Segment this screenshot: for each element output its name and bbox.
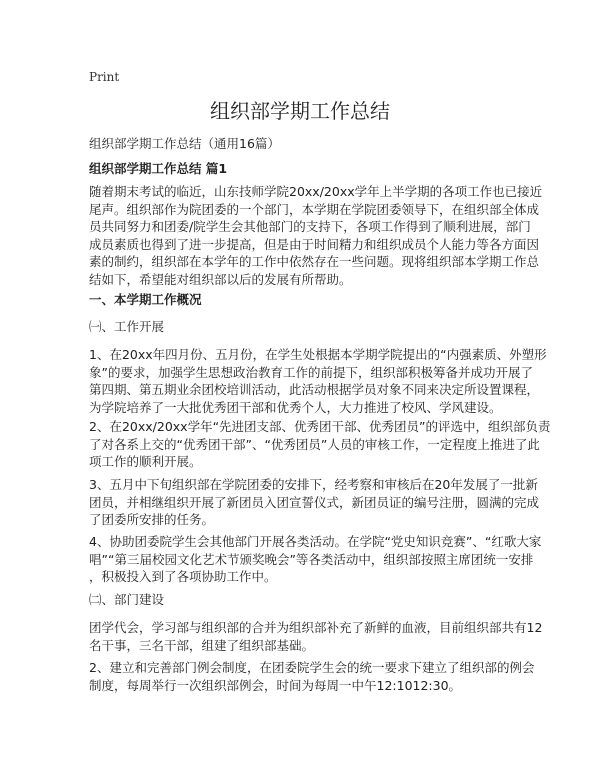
text-line: 3、五月中下旬组织部在学院团委的安排下，经考察和审核后在20年发展了一批新: [89, 477, 538, 492]
item-4-paragraph: [89, 533, 542, 586]
sub-heading-department: ㈡、部门建设: [89, 592, 165, 607]
text-line: 名干事，三名干部，组建了组织部基础。: [89, 637, 315, 653]
text-line: 象”的要求，加强学生思想政治教育工作的前提下，组织部积极筹备并成功开展了: [89, 364, 533, 380]
text-line: 结如下，希望能对组织部以后的发展有所帮助。: [89, 271, 352, 287]
dept-1-paragraph: [89, 619, 543, 654]
page-title: 组织部学期工作总结: [210, 99, 390, 123]
item-3-paragraph: [89, 476, 540, 529]
print-link[interactable]: Print: [89, 70, 120, 84]
text-line: 随着期末考试的临近，山东技师学院20xx/20xx学年上半学期的各项工作也已接近: [89, 184, 543, 199]
text-line: 了对各系上交的“优秀团干部”、“优秀团员”人员的审核工作，一定程度上推进了此: [89, 436, 540, 452]
text-line: 1、在20xx年四月份、五月份，在学生处根据本学期学院提出的“内强素质、外塑形: [89, 347, 547, 362]
text-line: 尾声。组织部作为院团委的一个部门，本学期在学院团委领导下，在组织部全体成: [89, 201, 540, 217]
dept-2-paragraph: [89, 659, 535, 694]
text-line: 项工作的顺利开展。: [89, 454, 202, 469]
text-line: ，积极投入到了各项协助工作中。: [89, 569, 277, 584]
text-line: 2、建立和完善部门例会制度，在团委院学生会的统一要求下建立了组织部的例会: [89, 660, 535, 675]
text-line: 为学院培养了一大批优秀团干部和优秀个人，大力推进了校风、学风建设。: [89, 399, 502, 415]
document-subtitle: 组织部学期工作总结（通用16篇）: [89, 136, 280, 151]
article-heading: 组织部学期工作总结 篇1: [89, 161, 228, 176]
text-line: 成员素质也得到了进一步提高，但是由于时间精力和组织成员个人能力等各方面因: [89, 236, 540, 252]
text-line: 团员，并相继组织开展了新团员入团宣誓仪式，新团员证的编号注册，圆满的完成: [89, 494, 540, 510]
text-line: 唱”“第三届校园文化艺术节颁奖晚会”等各类活动中，组织部按照主席团统一安排: [89, 551, 534, 567]
text-line: 团学代会，学习部与组织部的合并为组织部补充了新鲜的血液，目前组织部共有12: [89, 620, 543, 635]
text-line: 2、在20xx/20xx学年“先进团支部、优秀团干部、优秀团员”的评选中，组织部负责: [89, 419, 551, 434]
text-line: 第四期、第五期业余团校培训活动，此活动根据学员对象不同来决定所设置课程，: [89, 382, 540, 397]
item-2-paragraph: [89, 418, 551, 471]
section-heading-overview: 一、本学期工作概况: [89, 292, 202, 307]
text-line: 素的制约，组织部在本学年的工作中依然存在一些问题。现将组织部本学期工作总: [89, 254, 540, 269]
text-line: 了团委所安排的任务。: [89, 512, 215, 527]
intro-paragraph: [89, 183, 543, 288]
text-line: 4、协助团委院学生会其他部门开展各类活动。在学院“党史知识竞赛”、“红歌大家: [89, 534, 542, 549]
text-line: 员共同努力和团委/院学生会其他部门的支持下，各项工作得到了顺利进展，部门: [89, 219, 531, 234]
sub-heading-work: ㈠、工作开展: [89, 319, 165, 334]
text-line: 制度，每周举行一次组织部例会，时间为每周一中午12:1012:30。: [89, 677, 462, 693]
item-1-paragraph: [89, 346, 547, 416]
